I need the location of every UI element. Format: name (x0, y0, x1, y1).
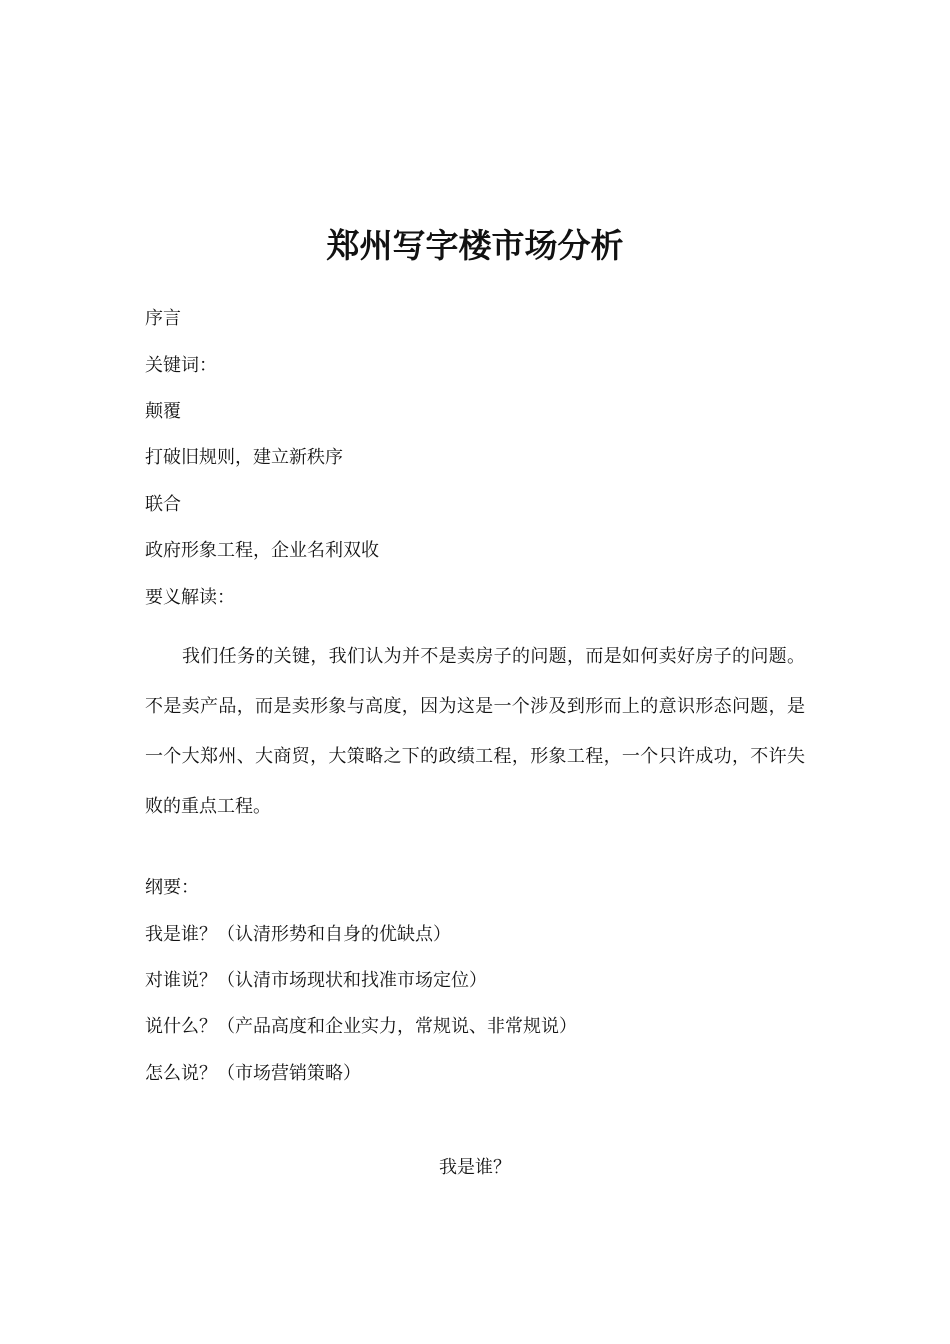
keywords-label: 关键词： (145, 355, 217, 376)
outline-item: 对谁说？（认清市场现状和找准市场定位） (145, 970, 487, 991)
outline-item: 我是谁？（认清形势和自身的优缺点） (145, 924, 451, 945)
preface-heading: 序言 (145, 308, 181, 329)
keyword-2-description: 政府形象工程，企业名利双收 (145, 540, 379, 561)
interpretation-paragraph: 我们任务的关键，我们认为并不是卖房子的问题，而是如何卖好房子的问题。不是卖产品，而是卖形象与高度，因为这是一个涉及到形而上的意识形态问题，是一个大郑州、大商贸，大策略之下的政绩工程，形象工程，一个只许成功，不许失败的重点工程。 (145, 646, 805, 817)
outline-item: 怎么说？（市场营销策略） (145, 1063, 361, 1084)
interpretation-label: 要义解读： (145, 587, 235, 608)
outline-label: 纲要： (145, 877, 199, 898)
keyword-2: 联合 (145, 494, 181, 515)
document-title: 郑州写字楼市场分析 (326, 226, 624, 265)
keyword-1-description: 打破旧规则，建立新秩序 (145, 447, 343, 468)
outline-item: 说什么？（产品高度和企业实力，常规说、非常规说） (145, 1016, 577, 1037)
section-heading: 我是谁？ (439, 1157, 511, 1178)
keyword-1: 颠覆 (145, 401, 181, 422)
